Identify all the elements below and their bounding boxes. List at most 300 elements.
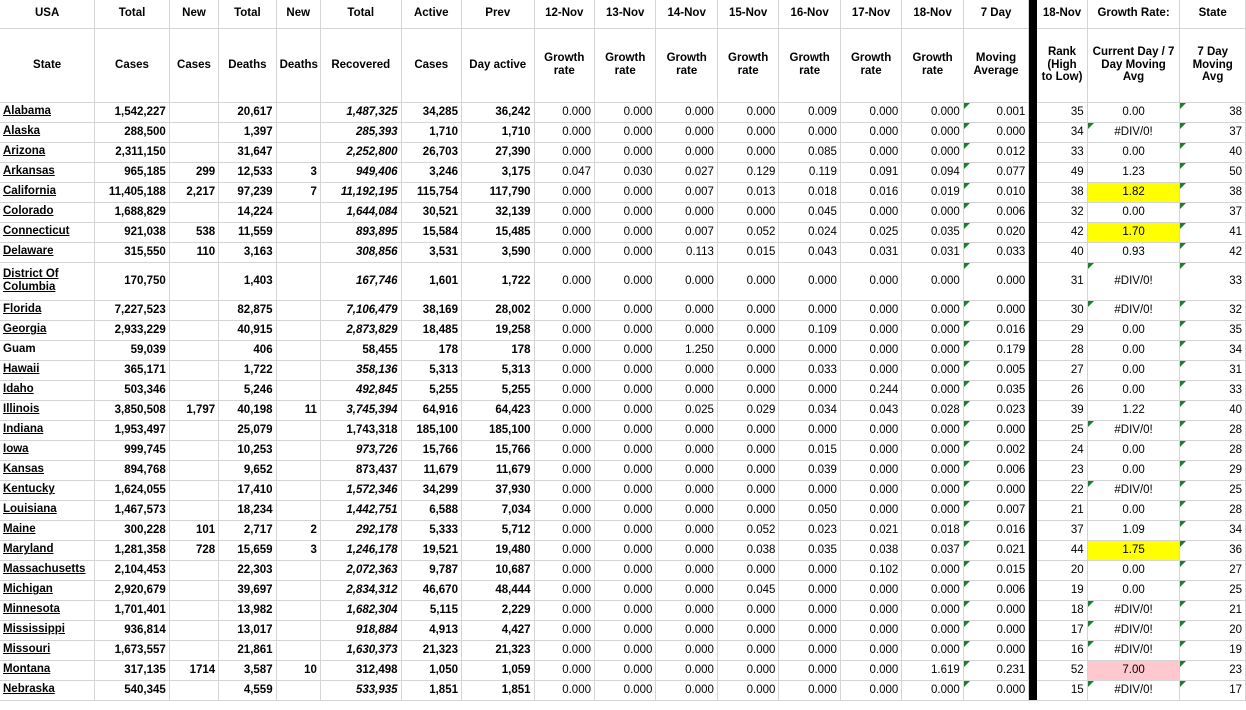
total-cases-cell: 2,920,679 xyxy=(95,580,170,600)
current-over-7day-cell: 1.09 xyxy=(1087,520,1180,540)
growth-rate-cell-15nov: 0.000 xyxy=(717,620,778,640)
growth-rate-cell-18nov: 0.000 xyxy=(902,680,963,700)
state-name-cell[interactable] xyxy=(0,660,95,680)
total-cases-cell: 999,745 xyxy=(95,440,170,460)
state-7day-moving-avg-cell: 29 xyxy=(1180,460,1246,480)
new-cases-cell xyxy=(169,500,218,520)
table-row[interactable] xyxy=(0,162,1246,182)
prev-day-active-cell: 37,930 xyxy=(461,480,534,500)
state-7day-moving-avg-cell: 37 xyxy=(1180,202,1246,222)
new-cases-cell: 538 xyxy=(169,222,218,242)
growth-rate-cell-15nov: 0.013 xyxy=(717,182,778,202)
growth-rate-cell-18nov: 0.000 xyxy=(902,640,963,660)
total-cases-cell: 317,135 xyxy=(95,660,170,680)
header-growth-rate-14nov: Growth rate xyxy=(656,28,717,102)
active-cases-cell: 5,333 xyxy=(401,520,461,540)
table-row[interactable] xyxy=(0,242,1246,262)
section-separator xyxy=(1029,340,1037,360)
growth-rate-cell-17nov: 0.000 xyxy=(840,320,901,340)
total-cases-cell: 315,550 xyxy=(95,242,170,262)
growth-rate-cell-13nov: 0.000 xyxy=(594,242,655,262)
growth-rate-cell-12nov: 0.000 xyxy=(534,500,594,520)
state-link[interactable]: Florida xyxy=(3,303,42,316)
table-body[interactable] xyxy=(0,102,1246,700)
total-deaths-cell: 5,246 xyxy=(219,380,276,400)
state-link[interactable]: Arizona xyxy=(3,145,46,158)
table-row[interactable] xyxy=(0,660,1246,680)
new-deaths-cell: 7 xyxy=(276,182,320,202)
rank-cell: 44 xyxy=(1037,540,1087,560)
new-deaths-cell: 3 xyxy=(276,540,320,560)
total-cases-cell: 921,038 xyxy=(95,222,170,242)
state-link[interactable]: Connecticut xyxy=(3,225,70,238)
state-name-cell[interactable] xyxy=(0,600,95,620)
state-link[interactable]: Michigan xyxy=(3,583,53,596)
state-name-cell[interactable] xyxy=(0,102,95,122)
new-cases-cell xyxy=(169,202,218,222)
moving-average-cell: 0.000 xyxy=(963,680,1028,700)
new-deaths-cell xyxy=(276,360,320,380)
total-deaths-cell: 406 xyxy=(219,340,276,360)
section-separator xyxy=(1029,660,1037,680)
table-row[interactable] xyxy=(0,640,1246,660)
recovered-cell: 312,498 xyxy=(320,660,401,680)
growth-rate-cell-15nov: 0.129 xyxy=(717,162,778,182)
state-name-cell[interactable] xyxy=(0,182,95,202)
active-cases-cell: 34,299 xyxy=(401,480,461,500)
state-link[interactable]: Illinois xyxy=(3,403,40,416)
growth-rate-cell-13nov: 0.000 xyxy=(594,520,655,540)
state-link[interactable]: Nebraska xyxy=(3,683,55,696)
prev-day-active-cell: 27,390 xyxy=(461,142,534,162)
moving-average-cell: 0.006 xyxy=(963,202,1028,222)
rank-cell: 40 xyxy=(1037,242,1087,262)
state-link[interactable]: Hawaii xyxy=(3,363,40,376)
table-row[interactable] xyxy=(0,202,1246,222)
total-deaths-cell: 1,722 xyxy=(219,360,276,380)
prev-day-active-cell: 36,242 xyxy=(461,102,534,122)
growth-rate-cell-18nov: 0.094 xyxy=(902,162,963,182)
state-name-cell[interactable] xyxy=(0,262,95,300)
state-link[interactable]: Kansas xyxy=(3,463,44,476)
new-cases-cell xyxy=(169,262,218,300)
rank-cell: 29 xyxy=(1037,320,1087,340)
state-link[interactable]: Colorado xyxy=(3,205,54,218)
table-row[interactable] xyxy=(0,600,1246,620)
growth-rate-cell-17nov: 0.043 xyxy=(840,400,901,420)
growth-rate-cell-16nov: 0.000 xyxy=(779,600,840,620)
growth-rate-cell-13nov: 0.000 xyxy=(594,262,655,300)
new-deaths-cell xyxy=(276,580,320,600)
state-name-cell[interactable] xyxy=(0,680,95,700)
state-7day-moving-avg-cell: 32 xyxy=(1180,300,1246,320)
state-name-cell[interactable] xyxy=(0,580,95,600)
table-row[interactable] xyxy=(0,222,1246,242)
state-link[interactable]: Missouri xyxy=(3,643,51,656)
new-cases-cell xyxy=(169,142,218,162)
recovered-cell: 308,856 xyxy=(320,242,401,262)
table-row[interactable] xyxy=(0,500,1246,520)
state-link[interactable]: Maryland xyxy=(3,543,54,556)
state-link[interactable]: Arkansas xyxy=(3,165,55,178)
table-row[interactable] xyxy=(0,520,1246,540)
state-7day-moving-avg-cell: 50 xyxy=(1180,162,1246,182)
new-deaths-cell xyxy=(276,142,320,162)
current-over-7day-cell: 0.00 xyxy=(1087,440,1180,460)
table-row[interactable] xyxy=(0,540,1246,560)
growth-rate-cell-14nov: 0.007 xyxy=(656,222,717,242)
growth-rate-cell-14nov: 0.000 xyxy=(656,640,717,660)
active-cases-cell: 3,531 xyxy=(401,242,461,262)
growth-rate-cell-18nov: 0.000 xyxy=(902,142,963,162)
moving-average-cell: 0.000 xyxy=(963,620,1028,640)
section-separator xyxy=(1029,202,1037,222)
growth-rate-cell-16nov: 0.000 xyxy=(779,620,840,640)
table-row[interactable] xyxy=(0,440,1246,460)
growth-rate-cell-16nov: 0.000 xyxy=(779,560,840,580)
state-link[interactable]: Iowa xyxy=(3,443,29,456)
state-name-cell[interactable] xyxy=(0,480,95,500)
total-deaths-cell: 21,861 xyxy=(219,640,276,660)
recovered-cell: 3,745,394 xyxy=(320,400,401,420)
section-separator xyxy=(1029,680,1037,700)
recovered-cell: 1,487,325 xyxy=(320,102,401,122)
new-deaths-cell xyxy=(276,320,320,340)
state-link[interactable]: Georgia xyxy=(3,323,47,336)
rank-cell: 18 xyxy=(1037,600,1087,620)
growth-rate-cell-16nov: 0.000 xyxy=(779,660,840,680)
growth-rate-cell-13nov: 0.030 xyxy=(594,162,655,182)
growth-rate-cell-15nov: 0.000 xyxy=(717,122,778,142)
state-link[interactable]: California xyxy=(3,185,57,198)
growth-rate-cell-13nov: 0.000 xyxy=(594,460,655,480)
growth-rate-cell-17nov: 0.000 xyxy=(840,620,901,640)
state-name-cell[interactable] xyxy=(0,142,95,162)
section-separator xyxy=(1029,500,1037,520)
moving-average-cell: 0.035 xyxy=(963,380,1028,400)
recovered-cell: 1,630,373 xyxy=(320,640,401,660)
growth-rate-cell-15nov: 0.000 xyxy=(717,460,778,480)
total-cases-cell: 11,405,188 xyxy=(95,182,170,202)
recovered-cell: 7,106,479 xyxy=(320,300,401,320)
growth-rate-cell-15nov: 0.052 xyxy=(717,520,778,540)
growth-rate-cell-12nov: 0.000 xyxy=(534,182,594,202)
state-link[interactable]: District Of Columbia xyxy=(3,267,59,293)
growth-rate-cell-12nov: 0.000 xyxy=(534,580,594,600)
table-row[interactable] xyxy=(0,560,1246,580)
table-row[interactable] xyxy=(0,620,1246,640)
state-link[interactable]: Indiana xyxy=(3,423,44,436)
header-date-12nov: 12-Nov xyxy=(534,0,594,28)
table-row[interactable] xyxy=(0,102,1246,122)
growth-rate-cell-12nov: 0.000 xyxy=(534,262,594,300)
current-over-7day-cell: 1.75 xyxy=(1087,540,1180,560)
prev-day-active-cell: 178 xyxy=(461,340,534,360)
new-deaths-cell xyxy=(276,102,320,122)
state-7day-moving-avg-cell: 40 xyxy=(1180,142,1246,162)
growth-rate-cell-18nov: 0.000 xyxy=(902,460,963,480)
total-cases-cell: 288,500 xyxy=(95,122,170,142)
header-row-top xyxy=(0,0,1246,28)
growth-rate-cell-16nov: 0.109 xyxy=(779,320,840,340)
state-name-cell[interactable] xyxy=(0,460,95,480)
growth-rate-cell-18nov: 0.000 xyxy=(902,122,963,142)
state-name-cell[interactable] xyxy=(0,162,95,182)
total-deaths-cell: 9,652 xyxy=(219,460,276,480)
state-link[interactable]: Delaware xyxy=(3,245,54,258)
growth-rate-cell-13nov: 0.000 xyxy=(594,440,655,460)
state-name-cell[interactable] xyxy=(0,320,95,340)
state-name-cell[interactable] xyxy=(0,540,95,560)
state-name-cell[interactable] xyxy=(0,500,95,520)
table-row[interactable] xyxy=(0,680,1246,700)
moving-average-cell: 0.231 xyxy=(963,660,1028,680)
table-row[interactable] xyxy=(0,380,1246,400)
section-separator xyxy=(1029,480,1037,500)
state-link[interactable]: Idaho xyxy=(3,383,34,396)
state-name-cell[interactable] xyxy=(0,620,95,640)
table-row[interactable] xyxy=(0,320,1246,340)
growth-rate-cell-15nov: 0.000 xyxy=(717,640,778,660)
state-name-cell[interactable] xyxy=(0,360,95,380)
moving-average-cell: 0.000 xyxy=(963,480,1028,500)
table-row[interactable] xyxy=(0,262,1246,300)
growth-rate-cell-12nov: 0.000 xyxy=(534,600,594,620)
growth-rate-cell-17nov: 0.000 xyxy=(840,680,901,700)
state-name-cell[interactable] xyxy=(0,380,95,400)
new-deaths-cell xyxy=(276,680,320,700)
growth-rate-cell-18nov: 0.000 xyxy=(902,420,963,440)
active-cases-cell: 38,169 xyxy=(401,300,461,320)
new-deaths-cell: 11 xyxy=(276,400,320,420)
rank-cell: 33 xyxy=(1037,142,1087,162)
new-deaths-cell: 10 xyxy=(276,660,320,680)
growth-rate-cell-14nov: 0.000 xyxy=(656,560,717,580)
state-7day-moving-avg-cell: 19 xyxy=(1180,640,1246,660)
header-growth-rate-12nov: Growth rate xyxy=(534,28,594,102)
table-row[interactable] xyxy=(0,340,1246,360)
growth-rate-cell-18nov: 0.000 xyxy=(902,202,963,222)
new-cases-cell xyxy=(169,640,218,660)
header-new-deaths: Deaths xyxy=(276,28,320,102)
new-deaths-cell xyxy=(276,560,320,580)
growth-rate-cell-18nov: 0.000 xyxy=(902,480,963,500)
state-link[interactable]: Minnesota xyxy=(3,603,60,616)
header-state-top: State xyxy=(1180,0,1246,28)
state-name-cell[interactable] xyxy=(0,242,95,262)
moving-average-cell: 0.010 xyxy=(963,182,1028,202)
total-deaths-cell: 39,697 xyxy=(219,580,276,600)
growth-rate-cell-12nov: 0.000 xyxy=(534,340,594,360)
growth-rate-cell-18nov: 1.619 xyxy=(902,660,963,680)
state-link[interactable]: Massachusetts xyxy=(3,563,86,576)
recovered-cell: 2,072,363 xyxy=(320,560,401,580)
growth-rate-cell-15nov: 0.000 xyxy=(717,660,778,680)
current-over-7day-cell: 1.22 xyxy=(1087,400,1180,420)
state-name-cell[interactable] xyxy=(0,420,95,440)
state-label: Guam xyxy=(3,343,36,356)
active-cases-cell: 1,050 xyxy=(401,660,461,680)
growth-rate-cell-16nov: 0.033 xyxy=(779,360,840,380)
total-deaths-cell: 40,198 xyxy=(219,400,276,420)
header-new-deaths-top: New xyxy=(276,0,320,28)
prev-day-active-cell: 15,485 xyxy=(461,222,534,242)
header-row-bottom xyxy=(0,28,1246,102)
state-name-cell[interactable] xyxy=(0,122,95,142)
state-link[interactable]: Mississippi xyxy=(3,623,65,636)
growth-rate-cell-15nov: 0.052 xyxy=(717,222,778,242)
prev-day-active-cell: 2,229 xyxy=(461,600,534,620)
table-row[interactable] xyxy=(0,300,1246,320)
total-deaths-cell: 22,303 xyxy=(219,560,276,580)
header-date-18nov: 18-Nov xyxy=(902,0,963,28)
header-prev-day-active: Day active xyxy=(461,28,534,102)
rank-cell: 39 xyxy=(1037,400,1087,420)
new-deaths-cell xyxy=(276,262,320,300)
state-link[interactable]: Alaska xyxy=(3,125,41,138)
state-name-cell[interactable] xyxy=(0,340,95,360)
new-cases-cell xyxy=(169,360,218,380)
state-name-cell[interactable] xyxy=(0,300,95,320)
prev-day-active-cell: 5,712 xyxy=(461,520,534,540)
growth-rate-cell-17nov: 0.000 xyxy=(840,340,901,360)
new-cases-cell: 2,217 xyxy=(169,182,218,202)
state-name-cell[interactable] xyxy=(0,400,95,420)
table-row[interactable] xyxy=(0,360,1246,380)
total-cases-cell: 503,346 xyxy=(95,380,170,400)
state-link[interactable]: Louisiana xyxy=(3,503,57,516)
growth-rate-cell-17nov: 0.000 xyxy=(840,122,901,142)
state-link[interactable]: Maine xyxy=(3,523,36,536)
new-cases-cell xyxy=(169,122,218,142)
table-row[interactable] xyxy=(0,460,1246,480)
growth-rate-cell-17nov: 0.000 xyxy=(840,580,901,600)
growth-rate-cell-13nov: 0.000 xyxy=(594,560,655,580)
active-cases-cell: 11,679 xyxy=(401,460,461,480)
current-over-7day-cell: 7.00 xyxy=(1087,660,1180,680)
total-deaths-cell: 40,915 xyxy=(219,320,276,340)
growth-rate-cell-12nov: 0.000 xyxy=(534,122,594,142)
moving-average-cell: 0.000 xyxy=(963,300,1028,320)
moving-average-cell: 0.179 xyxy=(963,340,1028,360)
recovered-cell: 949,406 xyxy=(320,162,401,182)
moving-average-cell: 0.005 xyxy=(963,360,1028,380)
active-cases-cell: 15,766 xyxy=(401,440,461,460)
growth-rate-cell-13nov: 0.000 xyxy=(594,480,655,500)
growth-rate-cell-12nov: 0.000 xyxy=(534,222,594,242)
new-deaths-cell xyxy=(276,300,320,320)
section-separator xyxy=(1029,142,1037,162)
growth-rate-cell-18nov: 0.000 xyxy=(902,500,963,520)
state-name-cell[interactable] xyxy=(0,222,95,242)
table-row[interactable] xyxy=(0,400,1246,420)
section-separator xyxy=(1029,540,1037,560)
growth-rate-cell-12nov: 0.000 xyxy=(534,460,594,480)
new-cases-cell xyxy=(169,600,218,620)
active-cases-cell: 5,255 xyxy=(401,380,461,400)
new-cases-cell xyxy=(169,580,218,600)
current-over-7day-cell: 0.00 xyxy=(1087,460,1180,480)
header-date-13nov: 13-Nov xyxy=(594,0,655,28)
growth-rate-cell-14nov: 0.000 xyxy=(656,360,717,380)
growth-rate-cell-16nov: 0.034 xyxy=(779,400,840,420)
state-name-cell[interactable] xyxy=(0,520,95,540)
table-row[interactable] xyxy=(0,182,1246,202)
header-date-16nov: 16-Nov xyxy=(779,0,840,28)
state-7day-moving-avg-cell: 17 xyxy=(1180,680,1246,700)
header-total-deaths-top: Total xyxy=(219,0,276,28)
rank-cell: 38 xyxy=(1037,182,1087,202)
state-name-cell[interactable] xyxy=(0,440,95,460)
growth-rate-cell-14nov: 0.000 xyxy=(656,580,717,600)
table-row[interactable] xyxy=(0,420,1246,440)
growth-rate-cell-15nov: 0.000 xyxy=(717,480,778,500)
table-row[interactable] xyxy=(0,580,1246,600)
growth-rate-cell-16nov: 0.043 xyxy=(779,242,840,262)
new-cases-cell xyxy=(169,320,218,340)
total-deaths-cell: 13,017 xyxy=(219,620,276,640)
growth-rate-cell-16nov: 0.024 xyxy=(779,222,840,242)
table-row[interactable] xyxy=(0,480,1246,500)
growth-rate-cell-15nov: 0.015 xyxy=(717,242,778,262)
growth-rate-cell-13nov: 0.000 xyxy=(594,620,655,640)
recovered-cell: 358,136 xyxy=(320,360,401,380)
state-name-cell[interactable] xyxy=(0,560,95,580)
growth-rate-cell-16nov: 0.000 xyxy=(779,420,840,440)
growth-rate-cell-12nov: 0.047 xyxy=(534,162,594,182)
table-row[interactable] xyxy=(0,122,1246,142)
prev-day-active-cell: 3,590 xyxy=(461,242,534,262)
state-name-cell[interactable] xyxy=(0,202,95,222)
new-cases-cell: 299 xyxy=(169,162,218,182)
growth-rate-cell-18nov: 0.000 xyxy=(902,262,963,300)
growth-rate-cell-13nov: 0.000 xyxy=(594,640,655,660)
growth-rate-cell-15nov: 0.000 xyxy=(717,320,778,340)
growth-rate-cell-17nov: 0.000 xyxy=(840,500,901,520)
growth-rate-cell-17nov: 0.000 xyxy=(840,480,901,500)
growth-rate-cell-16nov: 0.015 xyxy=(779,440,840,460)
growth-rate-cell-14nov: 0.000 xyxy=(656,600,717,620)
growth-rate-cell-16nov: 0.039 xyxy=(779,460,840,480)
moving-average-cell: 0.001 xyxy=(963,102,1028,122)
section-separator xyxy=(1029,0,1037,28)
rank-cell: 24 xyxy=(1037,440,1087,460)
new-deaths-cell xyxy=(276,460,320,480)
growth-rate-cell-15nov: 0.000 xyxy=(717,440,778,460)
moving-average-cell: 0.020 xyxy=(963,222,1028,242)
table-row[interactable] xyxy=(0,142,1246,162)
section-separator xyxy=(1029,520,1037,540)
growth-rate-cell-14nov: 0.007 xyxy=(656,182,717,202)
state-7day-moving-avg-cell: 34 xyxy=(1180,340,1246,360)
growth-rate-cell-18nov: 0.019 xyxy=(902,182,963,202)
total-deaths-cell: 31,647 xyxy=(219,142,276,162)
state-link[interactable]: Alabama xyxy=(3,105,51,118)
state-link[interactable]: Montana xyxy=(3,663,51,676)
total-cases-cell: 1,624,055 xyxy=(95,480,170,500)
total-cases-cell: 1,542,227 xyxy=(95,102,170,122)
section-separator xyxy=(1029,262,1037,300)
state-link[interactable]: Kentucky xyxy=(3,483,55,496)
growth-rate-cell-17nov: 0.031 xyxy=(840,242,901,262)
header-7day-top: 7 Day xyxy=(963,0,1028,28)
recovered-cell: 2,252,800 xyxy=(320,142,401,162)
state-7day-moving-avg-cell: 35 xyxy=(1180,320,1246,340)
growth-rate-cell-14nov: 1.250 xyxy=(656,340,717,360)
growth-rate-cell-12nov: 0.000 xyxy=(534,400,594,420)
new-cases-cell: 1714 xyxy=(169,660,218,680)
state-name-cell[interactable] xyxy=(0,640,95,660)
